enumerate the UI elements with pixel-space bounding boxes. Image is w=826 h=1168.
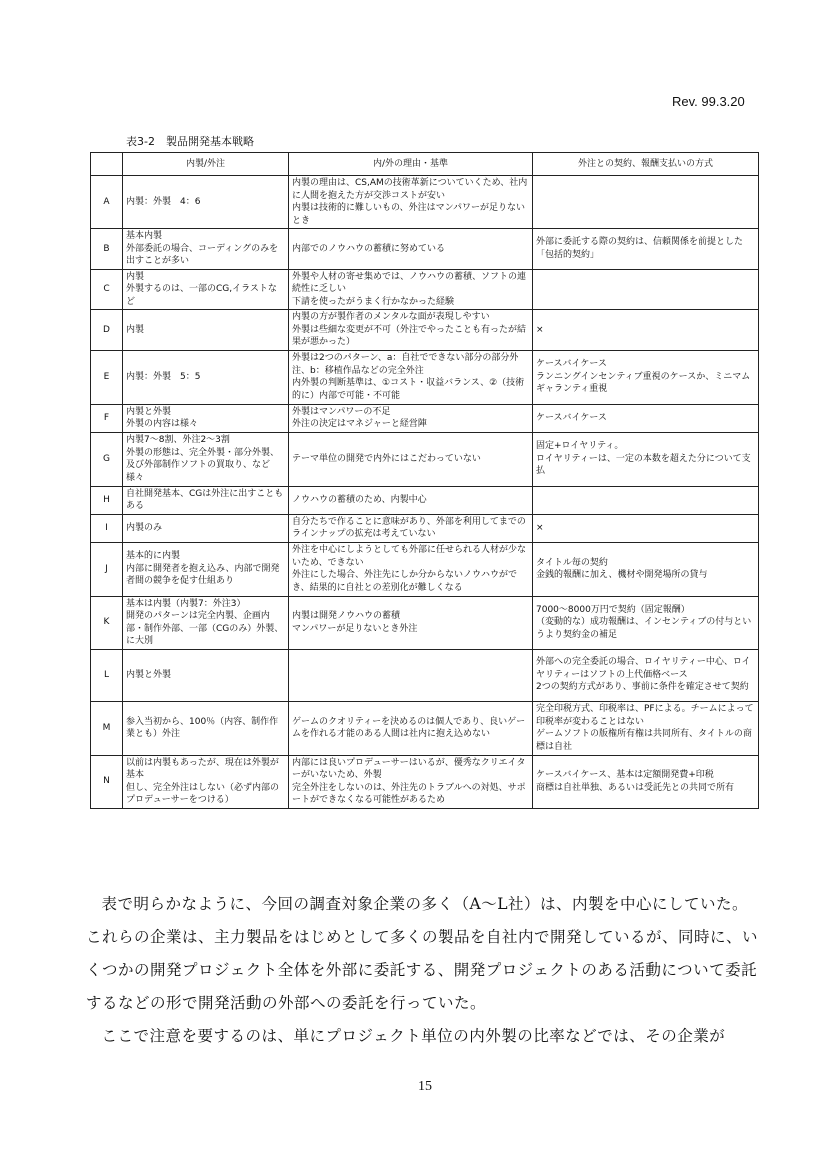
column-header-policy: 内製/外注 <box>123 153 289 176</box>
cell-contract: × <box>533 310 759 351</box>
cell-reason: ノウハウの蓄積のため、内製中心 <box>289 486 533 514</box>
cell-reason: 外注を中心にしようとしても外部に任せられる人材が少ないため、できない 外注にした場合、外注先にしか分からないノウハウができ、結果的に自社との差別化が難しくなる <box>289 542 533 596</box>
cell-reason: 内製は開発ノウハウの蓄積 マンパワーが足りないとき外注 <box>289 596 533 649</box>
column-header-reason: 内/外の理由・基準 <box>289 153 533 176</box>
cell-contract: 7000～8000万円で契約（固定報酬） （変動的な）成功報酬は、インセンティブの付与というより契約金の補足 <box>533 596 759 649</box>
column-header-contract: 外注との契約、報酬支払いの方式 <box>533 153 759 176</box>
table-row <box>91 432 759 486</box>
cell-reason: 外製や人材の寄せ集めでは、ノウハウの蓄積、ソフトの連続性に乏しい 下請を使ったがうまく行かなかった経験 <box>289 269 533 310</box>
cell-policy: 内製7～8割、外注2～3割 外製の形態は、完全外製・部分外製、及び外部制作ソフトの買取り、など様々 <box>123 432 289 486</box>
cell-policy: 内製：外製 4：6 <box>123 176 289 229</box>
cell-policy: 自社開発基本、CGは外注に出すこともある <box>123 486 289 514</box>
table-row <box>91 514 759 542</box>
cell-policy: 内製と外製 <box>123 649 289 701</box>
table-row <box>91 649 759 701</box>
cell-policy: 基本は内製（内製7：外注3） 開発のパターンは完全内製、企画内部・制作外部、一部（CGのみ）外製、に大別 <box>123 596 289 649</box>
row-code: I <box>91 514 123 542</box>
table-row <box>91 229 759 270</box>
cell-reason: 自分たちで作ることに意味があり、外部を利用してまでのラインナップの拡充は考えていない <box>289 514 533 542</box>
cell-contract: 外部への完全委託の場合、ロイヤリティー中心、ロイヤリティーはソフトの上代価格ベース 2つの契約方式があり、事前に条件を確定させて契約 <box>533 649 759 701</box>
column-header-code <box>91 153 123 176</box>
row-code: B <box>91 229 123 270</box>
cell-contract: 完全印税方式、印税率は、PFによる。チームによって印税率が変わることはない ゲームソフトの版権所有権は共同所有、タイトルの商標は自社 <box>533 701 759 755</box>
cell-policy: 基本内製 外部委託の場合、コーディングのみを出すことが多い <box>123 229 289 270</box>
page-number: 15 <box>418 1079 432 1094</box>
row-code: A <box>91 176 123 229</box>
cell-reason: 内部には良いプロデューサーはいるが、優秀なクリエイターがいないため、外製 完全外注をしないのは、外注先のトラブルへの対処、サポートができなくなる可能性があるため <box>289 755 533 808</box>
paragraph: ここで注意を要するのは、単にプロジェクト単位の内外製の比率などでは、その企業が <box>101 1027 726 1045</box>
table-row <box>91 350 759 404</box>
row-code: F <box>91 404 123 432</box>
cell-contract <box>533 176 759 229</box>
cell-reason: ゲームのクオリティーを決めるのは個人であり、良いゲームを作れる才能のある人間は社内に抱え込めない <box>289 701 533 755</box>
revision-label: Rev. 99.3.20 <box>672 94 745 109</box>
cell-policy: 内製と外製 外製の内容は様々 <box>123 404 289 432</box>
row-code: H <box>91 486 123 514</box>
cell-contract: 外部に委託する際の契約は、信頼関係を前提とした「包括的契約」 <box>533 229 759 270</box>
cell-reason: 内部でのノウハウの蓄積に努めている <box>289 229 533 270</box>
cell-reason <box>289 649 533 701</box>
cell-contract: タイトル毎の契約 金銭的報酬に加え、機材や開発場所の貸与 <box>533 542 759 596</box>
cell-policy: 基本的に内製 内部に開発者を抱え込み、内部で開発者間の競争を促す仕組あり <box>123 542 289 596</box>
row-code: D <box>91 310 123 351</box>
cell-contract: ケースバイケース、基本は定額開発費+印税 商標は自社単独、あるいは受託先との共同で所有 <box>533 755 759 808</box>
table-row <box>91 486 759 514</box>
cell-policy: 内製のみ <box>123 514 289 542</box>
row-code: J <box>91 542 123 596</box>
table-row <box>91 310 759 351</box>
row-code: L <box>91 649 123 701</box>
row-code: M <box>91 701 123 755</box>
table-row <box>91 542 759 596</box>
cell-reason: 内製の方が製作者のメンタルな面が表現しやすい 外製は些細な変更が不可（外注でやったことも有ったが結果が悪かった） <box>289 310 533 351</box>
cell-contract: 固定+ロイヤリティ。 ロイヤリティーは、一定の本数を超えた分について支払 <box>533 432 759 486</box>
row-code: C <box>91 269 123 310</box>
cell-policy: 内製 外製するのは、一部のCG,イラストなど <box>123 269 289 310</box>
strategy-table <box>90 152 759 809</box>
cell-reason: 外製はマンパワーの不足 外注の決定はマネジャーと経営陣 <box>289 404 533 432</box>
row-code: N <box>91 755 123 808</box>
cell-policy: 内製：外製 5：5 <box>123 350 289 404</box>
cell-contract: ケースバイケース ランニングインセンティブ重視のケースか、ミニマムギャランティ重視 <box>533 350 759 404</box>
table-row <box>91 596 759 649</box>
cell-policy: 以前は内製もあったが、現在は外製が基本 但し、完全外注はしない（必ず内部のプロデューサーをつける） <box>123 755 289 808</box>
table-row <box>91 176 759 229</box>
table-header-row <box>91 153 759 176</box>
table-row <box>91 755 759 808</box>
cell-contract: × <box>533 514 759 542</box>
table-caption: 表3-2 製品開発基本戦略 <box>126 135 254 148</box>
table-row <box>91 269 759 310</box>
table-row <box>91 701 759 755</box>
cell-reason: テーマ単位の開発で内外にはこだわっていない <box>289 432 533 486</box>
cell-reason: 外製は2つのパターン、a：自社でできない部分の部分外注、b：移植作品などの完全外注 内外製の判断基準は、①コスト・収益バランス、②（技術的に）内部で可能・不可能 <box>289 350 533 404</box>
row-code: G <box>91 432 123 486</box>
cell-policy: 参入当初から、100％（内容、制作作業とも）外注 <box>123 701 289 755</box>
cell-contract <box>533 269 759 310</box>
cell-contract: ケースバイケース <box>533 404 759 432</box>
row-code: K <box>91 596 123 649</box>
table-row <box>91 404 759 432</box>
cell-reason: 内製の理由は、CS,AMの技術革新についていくため、社内に人間を抱えた方が交渉コストが安い 内製は技術的に難しいもの、外注はマンパワーが足りないとき <box>289 176 533 229</box>
cell-contract <box>533 486 759 514</box>
body-text <box>86 888 758 1053</box>
paragraph: 表で明らかなように、今回の調査対象企業の多く（A～L社）は、内製を中心にしていた。これらの企業は、主力製品をはじめとして多くの製品を自社内で開発しているが、同時に、いくつかの開発プロジェクト全体を外部に委託する、開発プロジェクトのある活動について委託するなどの形で開発活動の外部への委託を行っていた。 <box>86 895 759 1012</box>
cell-policy: 内製 <box>123 310 289 351</box>
row-code: E <box>91 350 123 404</box>
